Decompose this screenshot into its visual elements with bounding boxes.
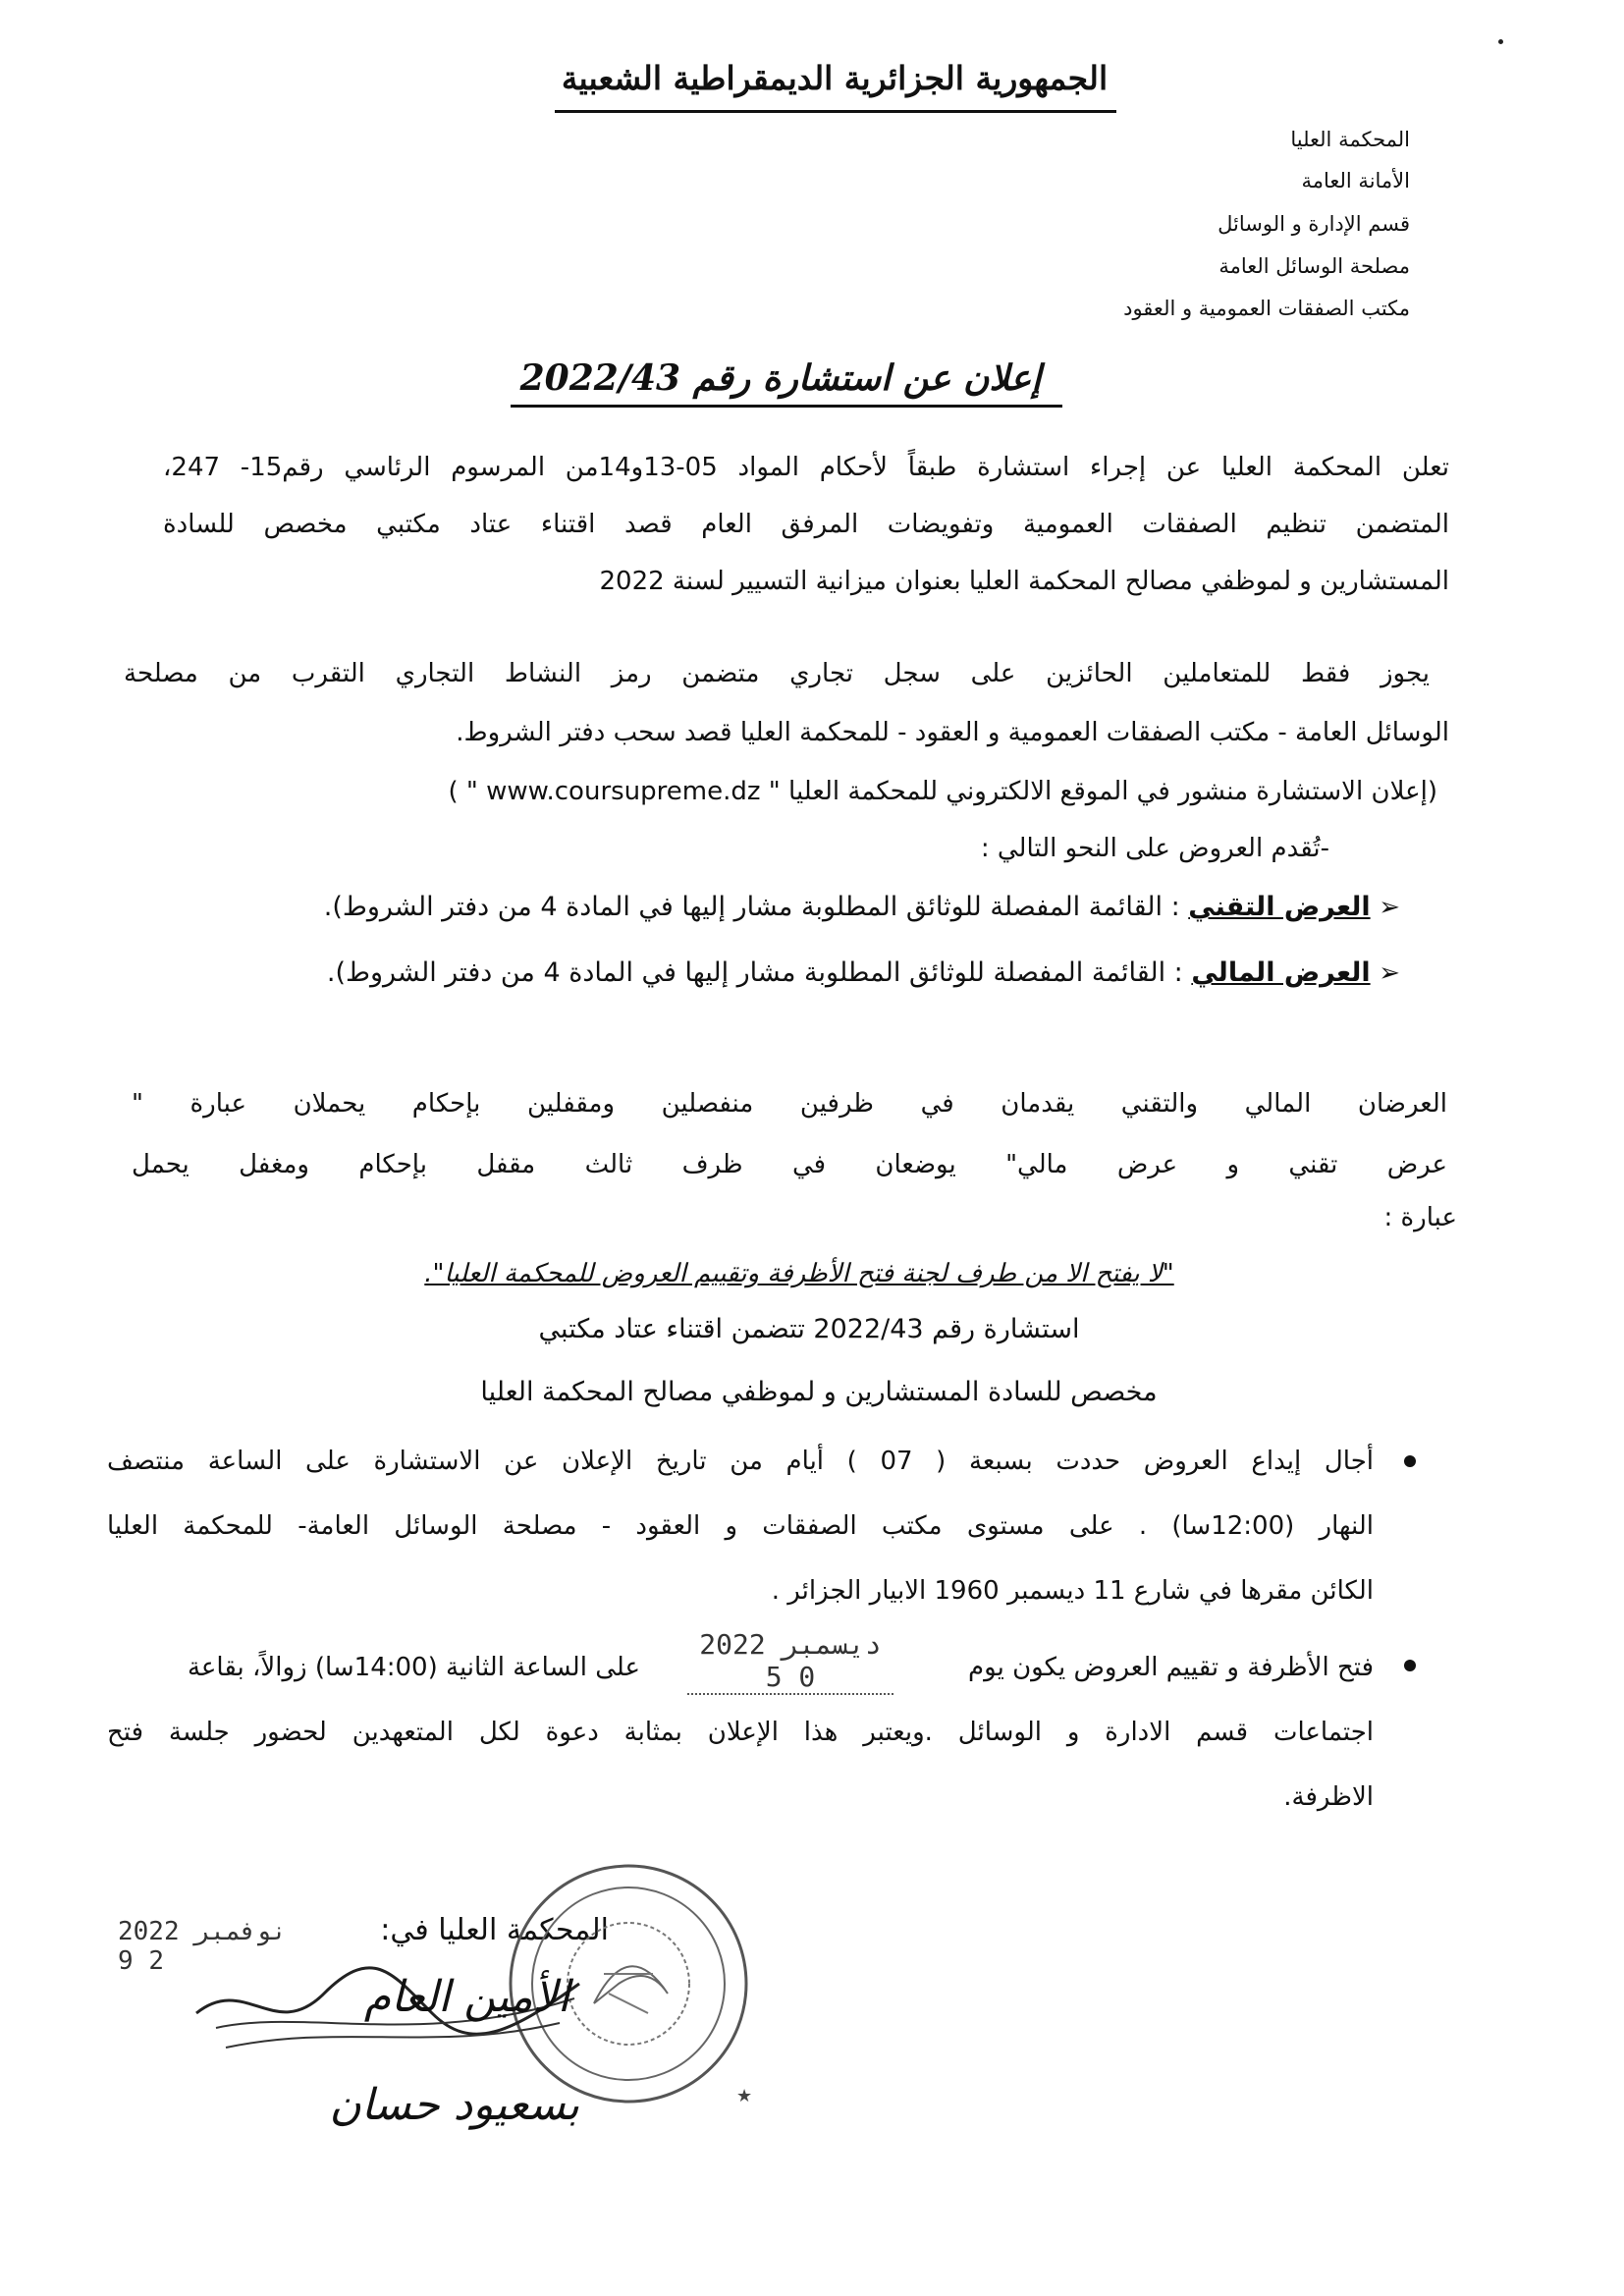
signature-title: الأمين العام	[363, 1972, 569, 2022]
envelopes-line-1: العرضان المالي والتقني يقدمان في ظرفين منفصلين ومقفلين بإحكام يحملان عبارة "	[132, 1089, 1447, 1119]
intro-line-2: المتضمن تنظيم الصفقات العمومية وتفويضات المرفق العام قصد اقتناء عتاد مكتبي مخصص للسادة	[163, 510, 1449, 539]
technical-offer-label: العرض التقني	[1188, 892, 1371, 922]
signatory-name: بسعيود حسان	[329, 2080, 579, 2130]
org-line-secretariat: الأمانة العامة	[1301, 169, 1410, 192]
org-line-court: المحكمة العليا	[1290, 128, 1410, 151]
offers-intro: -تُقدم العروض على النحو التالي :	[980, 834, 1329, 863]
intro-line-3: المستشارين و لموظفي مصالح المحكمة العليا بعنوان ميزانية التسيير لسنة 2022	[599, 567, 1449, 596]
envelopes-line-3: عبارة :	[1383, 1203, 1457, 1232]
financial-offer-label: العرض المالي	[1191, 957, 1371, 988]
deadline-line-2: النهار (12:00سا) . على مستوى مكتب الصفقات و العقود - مصلحة الوسائل العامة- للمحكمة العليا	[107, 1511, 1374, 1541]
financial-offer-text: : القائمة المفصلة للوثائق المطلوبة مشار إليها في المادة 4 من دفتر الشروط).	[326, 957, 1183, 988]
envelope-label-quote: "لا يفتح الا من طرف لجنة فتح الأظرفة وتقييم العروض للمحكمة العليا".	[424, 1259, 1174, 1288]
bullet-dot	[1404, 1660, 1416, 1671]
eligibility-line-1: يجوز فقط للمتعاملين الحائزين على سجل تجاري متضمن رمز النشاط التجاري التقرب من مصلحة	[124, 659, 1430, 688]
opening-line-2: اجتماعات قسم الادارة و الوسائل .ويعتبر هذا الإعلان بمثابة دعوة لكل المتعهدين لحضور جلسة فتح	[107, 1718, 1374, 1747]
financial-offer-item	[222, 957, 1400, 988]
checkmark-arrow-icon: ➢	[1379, 893, 1400, 922]
bullet-dot	[1404, 1455, 1416, 1467]
deadline-line-1: أجال إيداع العروض حددت بسبعة ( 07 ) أيام من تاريخ الإعلان عن الاستشارة على الساعة منتصف	[107, 1447, 1374, 1476]
opening-line-1-start: فتح الأظرفة و تقييم العروض يكون يوم	[968, 1653, 1374, 1682]
org-line-division: قسم الإدارة و الوسائل	[1218, 212, 1410, 236]
deadline-line-3: الكائن مقرها في شارع 11 ديسمبر 1960 الابيار الجزائر .	[771, 1576, 1374, 1606]
org-line-office: مكتب الصفقات العمومية و العقود	[1123, 297, 1410, 320]
signature-date-stamp: 2022 نوفمبر 2 9	[118, 1917, 288, 1976]
opening-line-3: الاظرفة.	[1283, 1782, 1374, 1812]
technical-offer-item	[222, 892, 1400, 922]
announcement-title: إعلان عن استشارة رقم 2022/43	[519, 357, 1042, 399]
consultation-reference-2: مخصص للسادة المستشارين و لموظفي مصالح المحكمة العليا	[480, 1377, 1158, 1407]
opening-line-1-end: على الساعة الثانية (14:00سا) زوالاً، بقاعة	[187, 1653, 640, 1682]
eligibility-line-2: الوسائل العامة - مكتب الصفقات العمومية و العقود - للمحكمة العليا قصد سحب دفتر الشروط.	[456, 718, 1449, 747]
signature-place: المحكمة العليا في:	[380, 1913, 609, 1947]
consultation-reference-1: استشارة رقم 2022/43 تتضمن اقتناء عتاد مكتبي	[538, 1314, 1080, 1344]
svg-text:★: ★	[736, 2086, 753, 2106]
scan-speck	[1498, 39, 1503, 44]
org-line-service: مصلحة الوسائل العامة	[1218, 254, 1410, 278]
technical-offer-text: : القائمة المفصلة للوثائق المطلوبة مشار إليها في المادة 4 من دفتر الشروط).	[323, 892, 1180, 922]
country-heading-underline	[555, 110, 1116, 113]
announcement-title-underline	[511, 405, 1062, 408]
website-note: (إعلان الاستشارة منشور في الموقع الالكتروني للمحكمة العليا " www.coursupreme.dz " )	[448, 777, 1437, 806]
intro-line-1: تعلن المحكمة العليا عن إجراء استشارة طبقاً لأحكام المواد 05-13و14من المرسوم الرئاسي رقم15- 247،	[163, 453, 1449, 482]
checkmark-arrow-icon: ➢	[1379, 958, 1400, 988]
opening-date-stamp: 2022 دیسمبر 0 5	[687, 1628, 893, 1695]
country-heading: الجمهورية الجزائرية الديمقراطية الشعبية	[561, 59, 1109, 97]
envelopes-line-2: عرض تقني و عرض مالي" يوضعان في ظرف ثالث مقفل بإحكام ومغفل يحمل	[132, 1150, 1447, 1179]
